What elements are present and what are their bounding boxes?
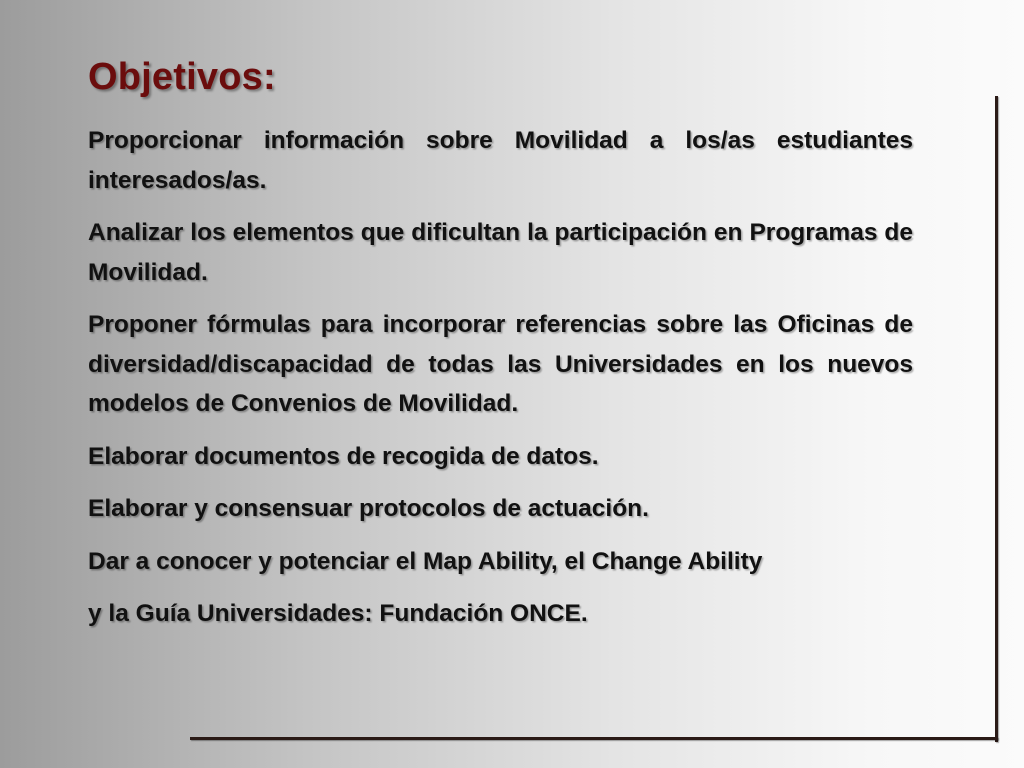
objective-item: Proporcionar información sobre Movilidad a los/as estudiantes interesados/as. — [88, 127, 913, 194]
objective-item: Elaborar y consensuar protocolos de actuación. — [88, 495, 649, 522]
objective-item: Elaborar documentos de recogida de datos. — [88, 442, 599, 470]
frame-border-bottom — [190, 737, 998, 740]
objective-item: Dar a conocer y potenciar el Map Ability, el Change Ability — [88, 547, 763, 575]
objectives-list — [88, 121, 913, 634]
objective-item: Proponer fórmulas para incorporar referencias sobre las Oficinas de diversidad/discapacidad de todas las Universidades en los nuevos modelos de Convenios de Movilidad. — [88, 311, 913, 417]
objective-item: y la Guía Universidades: Fundación ONCE. — [88, 600, 588, 627]
slide-title: Objetivos: — [88, 56, 276, 98]
objective-item: Analizar los elementos que dificultan la participación en Programas de Movilidad. — [88, 219, 913, 286]
frame-border-right — [995, 96, 998, 742]
